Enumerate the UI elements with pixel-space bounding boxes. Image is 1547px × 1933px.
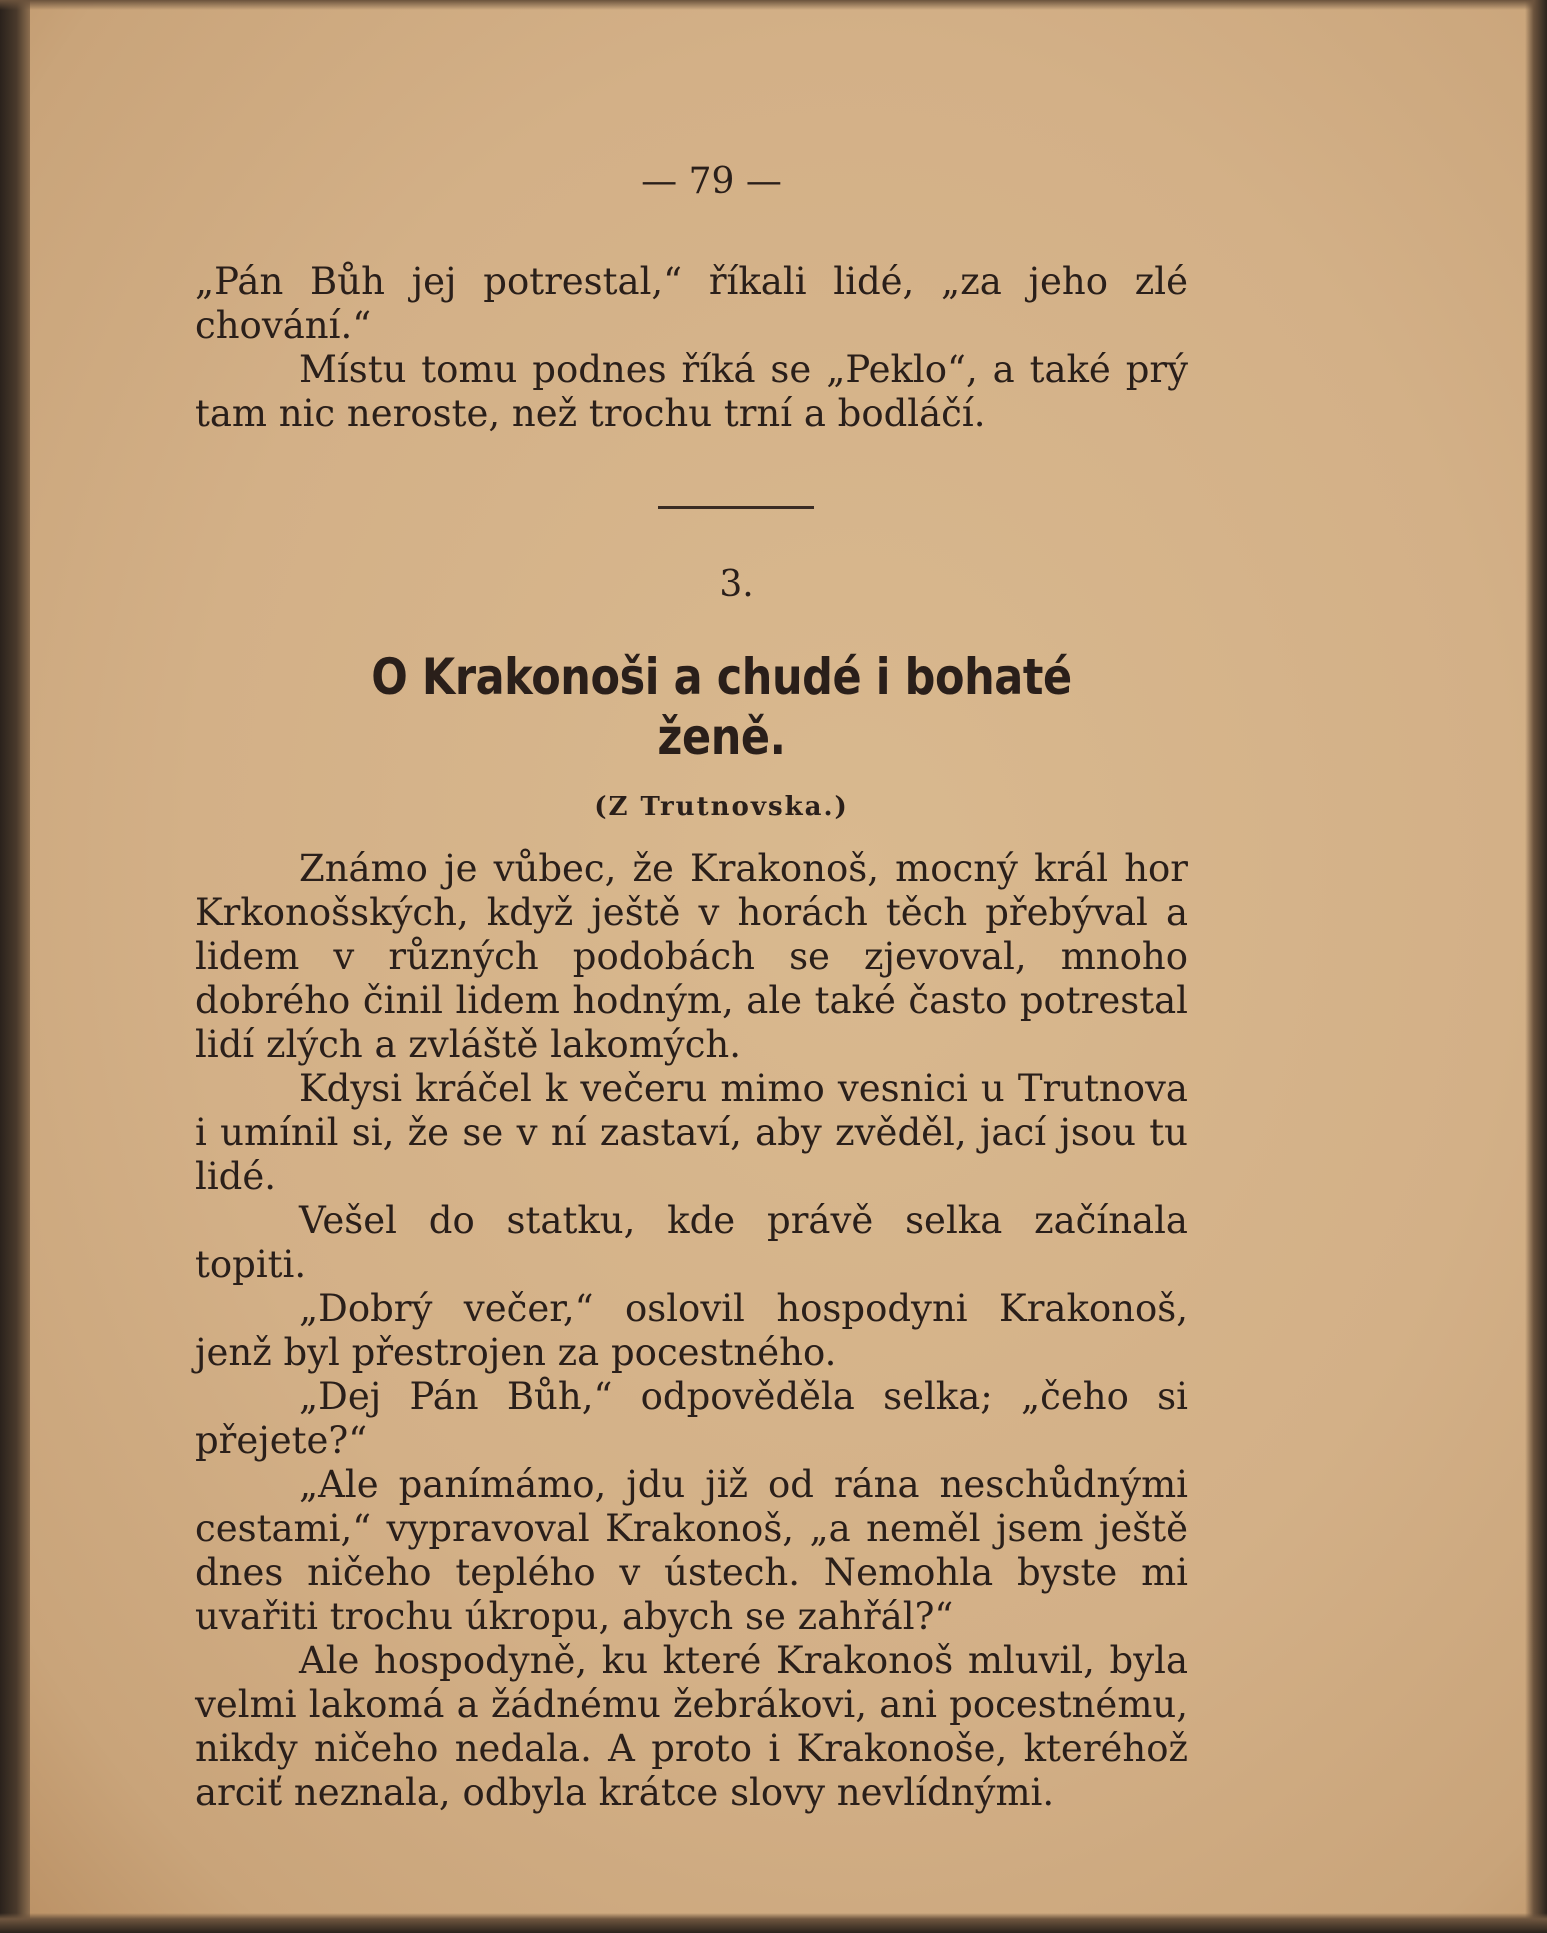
story-body — [195, 847, 1188, 1815]
story-paragraph-6: „Ale panímámo, jdu již od rána neschůdnými cestami,“ vypravoval Krakonoš, „a neměl jsem ještě dnes ničeho teplého v ústech. Nemohla byste mi uvařiti trochu úkropu, abych se zahřál?“ — [195, 1463, 1188, 1638]
section-number: 3. — [719, 564, 754, 605]
story-paragraph-3: Vešel do statku, kde právě selka začínala topiti. — [195, 1199, 1188, 1286]
story-paragraph-4: „Dobrý večer,“ oslovil hospodyni Krakonoš, jenž byl přestrojen za pocestného. — [195, 1287, 1188, 1374]
story-paragraph-7: Ale hospodyně, ku které Krakonoš mluvil, byla velmi lakomá a žádnému žebrákovi, ani pocestnému, nikdy ničeho nedala. A proto i Krakonoše, kteréhož arciť neznala, odbyla krátce slovy nevlídnými. — [195, 1639, 1188, 1814]
page-top-edge — [0, 0, 1547, 10]
page-right-edge — [1525, 0, 1547, 1933]
story-paragraph-2: Kdysi kráčel k večeru mimo vesnici u Trutnova i umínil si, že se v ní zastaví, aby zvěděl, jací jsou tu lidé. — [195, 1067, 1188, 1198]
section-subtitle: (Z Trutnovska.) — [594, 792, 849, 822]
book-spine-shadow — [0, 0, 30, 1933]
page-bottom-edge — [0, 1913, 1547, 1933]
story-paragraph-5: „Dej Pán Bůh,“ odpověděla selka; „čeho si přejete?“ — [195, 1375, 1188, 1462]
section-divider — [658, 506, 814, 509]
section-title: O Krakonoši a chudé i bohaté ženě. — [371, 648, 1072, 766]
page-number: — 79 — — [641, 161, 782, 202]
story-paragraph-1: Známo je vůbec, že Krakonoš, mocný král hor Krkonošských, když ještě v horách těch přebýval a lidem v různých podobách se zjevoval, mnoho dobrého činil lidem hodným, ale také často potrestal lidí zlých a zvláště lakomých. — [195, 847, 1188, 1066]
continuation-paragraph-2: Místu tomu podnes říká se „Peklo“, a také prý tam nic neroste, než trochu trní a bodláčí. — [195, 348, 1188, 435]
page-content — [195, 160, 1188, 1815]
continuation-paragraph-1: „Pán Bůh jej potrestal,“ říkali lidé, „za jeho zlé chování.“ — [195, 260, 1188, 347]
